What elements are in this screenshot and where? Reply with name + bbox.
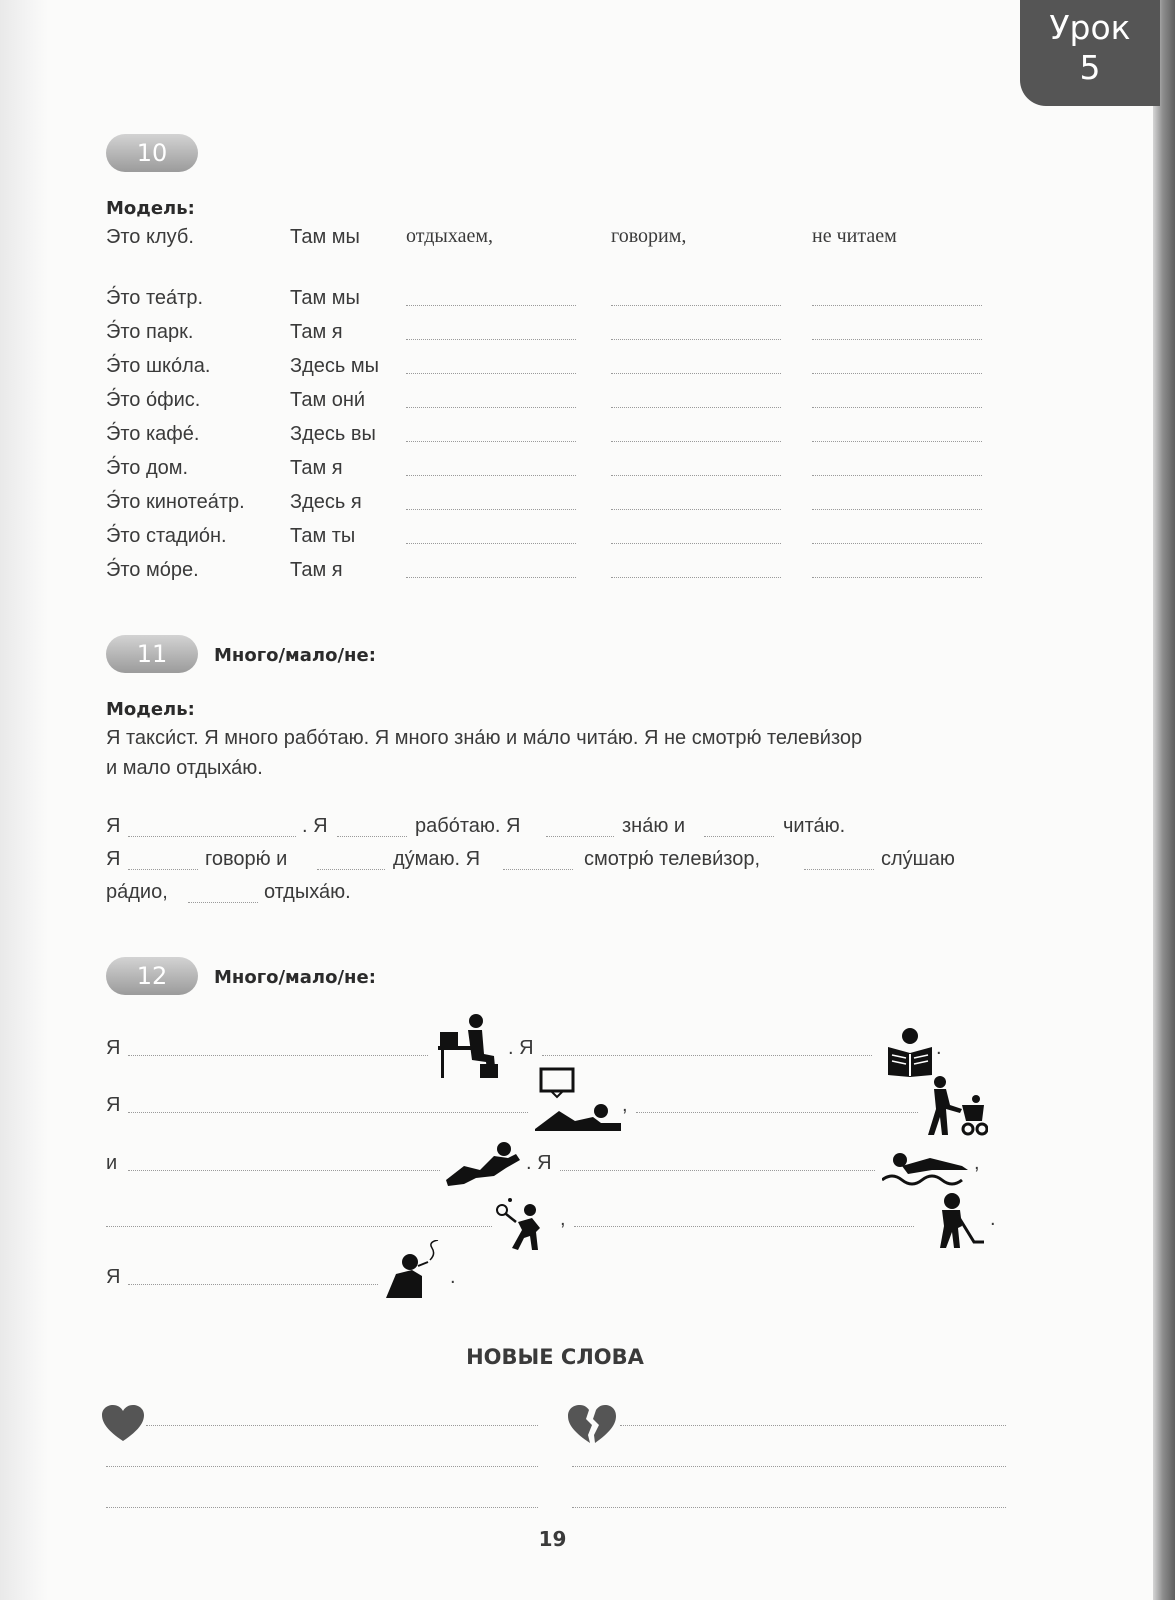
answer-line[interactable] xyxy=(542,1055,872,1056)
ex12-text: Я xyxy=(106,1094,121,1116)
lesson-tab-word: Урок xyxy=(1049,8,1131,47)
ex11-text: слу́шаю xyxy=(881,848,955,870)
answer-line[interactable] xyxy=(572,1507,1006,1508)
ex12-text: Я xyxy=(106,1037,121,1059)
ex10-row-subject: Здесь вы xyxy=(290,423,376,445)
ex10-row-subject: Там мы xyxy=(290,287,360,309)
ex10-model-answer-2: говорим, xyxy=(611,225,687,247)
ex10-row-place: Э́то дом. xyxy=(106,457,189,479)
ex10-row-place: Э́то стадио́н. xyxy=(106,525,227,547)
answer-line[interactable] xyxy=(611,305,781,306)
answer-line[interactable] xyxy=(560,1170,875,1171)
exercise-11-badge: 11 xyxy=(106,635,198,673)
answer-line[interactable] xyxy=(128,1284,378,1285)
ex12-text: Я xyxy=(106,1266,121,1288)
ex10-row-place: Э́то теа́тр. xyxy=(106,287,204,309)
answer-line[interactable] xyxy=(611,373,781,374)
answer-line[interactable] xyxy=(106,1507,538,1508)
answer-line[interactable] xyxy=(146,1425,538,1426)
answer-line[interactable] xyxy=(611,475,781,476)
answer-line[interactable] xyxy=(106,1226,492,1227)
relaxing-icon xyxy=(446,1140,522,1186)
answer-line[interactable] xyxy=(812,441,982,442)
smoking-icon xyxy=(382,1240,452,1300)
ex10-row-subject: Там я xyxy=(290,559,343,581)
answer-line[interactable] xyxy=(704,836,774,837)
ex12-text: , xyxy=(560,1208,566,1230)
answer-line[interactable] xyxy=(406,577,576,578)
answer-line[interactable] xyxy=(128,836,296,837)
answer-line[interactable] xyxy=(804,869,874,870)
hockey-icon xyxy=(930,1192,986,1250)
ex10-row-subject: Здесь мы xyxy=(290,355,379,377)
ex10-row-place: Э́то кафе́. xyxy=(106,423,200,445)
swimming-icon xyxy=(882,1152,970,1186)
answer-line[interactable] xyxy=(317,869,385,870)
answer-line[interactable] xyxy=(572,1466,1006,1467)
page-number: 19 xyxy=(538,1527,567,1551)
ex11-model-line-1: Я такси́ст. Я много рабо́таю. Я много зна́ю и ма́ло чита́ю. Я не смотрю́ телеви́зор xyxy=(106,727,863,749)
stroller-walk-icon xyxy=(922,1075,988,1137)
answer-line[interactable] xyxy=(611,441,781,442)
ex10-row-subject: Там они́ xyxy=(290,389,366,411)
tv-watching-icon xyxy=(535,1067,621,1133)
answer-line[interactable] xyxy=(128,1112,528,1113)
ex11-text: чита́ю. xyxy=(783,815,846,837)
answer-line[interactable] xyxy=(620,1425,1006,1426)
ex10-model-label: Модель: xyxy=(106,198,195,219)
page-gutter-right xyxy=(1153,0,1175,1600)
ex10-row-place: Э́то о́фис. xyxy=(106,389,201,411)
ex10-row-subject: Там я xyxy=(290,457,343,479)
answer-line[interactable] xyxy=(406,441,576,442)
broken-heart-icon xyxy=(568,1405,616,1445)
ex12-text: . xyxy=(990,1208,996,1230)
answer-line[interactable] xyxy=(128,869,198,870)
answer-line[interactable] xyxy=(337,836,407,837)
ex12-text: . xyxy=(450,1266,456,1288)
ex12-text: . xyxy=(936,1037,942,1059)
answer-line[interactable] xyxy=(611,543,781,544)
ex11-text: смотрю́ телеви́зор, xyxy=(584,848,761,870)
ex12-text: . Я xyxy=(508,1037,534,1059)
reading-icon xyxy=(886,1027,934,1077)
answer-line[interactable] xyxy=(406,509,576,510)
answer-line[interactable] xyxy=(188,902,258,903)
answer-line[interactable] xyxy=(812,577,982,578)
answer-line[interactable] xyxy=(611,509,781,510)
answer-line[interactable] xyxy=(406,339,576,340)
ex10-row-subject: Там я xyxy=(290,321,343,343)
ex11-text: рабо́таю. Я xyxy=(415,815,521,837)
answer-line[interactable] xyxy=(636,1112,918,1113)
answer-line[interactable] xyxy=(812,509,982,510)
ex10-model-place: Это клуб. xyxy=(106,226,194,248)
ex11-text: Я xyxy=(106,815,121,837)
ex12-heading: Много/мало/не: xyxy=(214,967,376,988)
ex11-text: Я xyxy=(106,848,121,870)
ex10-model-answer-1: отдыхаем, xyxy=(406,225,493,247)
answer-line[interactable] xyxy=(128,1170,440,1171)
ex10-row-place: Э́то кинотеа́тр. xyxy=(106,491,245,513)
ex10-row-place: Э́то шко́ла. xyxy=(106,355,211,377)
answer-line[interactable] xyxy=(574,1226,914,1227)
lesson-tab-number: 5 xyxy=(1079,48,1101,87)
ex11-heading: Много/мало/не: xyxy=(214,645,376,666)
computer-work-icon xyxy=(438,1012,504,1080)
tennis-icon xyxy=(496,1198,556,1250)
answer-line[interactable] xyxy=(128,1055,428,1056)
answer-line[interactable] xyxy=(812,339,982,340)
answer-line[interactable] xyxy=(812,543,982,544)
ex11-text: ра́дио, xyxy=(106,881,168,903)
ex10-model-subject: Там мы xyxy=(290,226,360,248)
answer-line[interactable] xyxy=(812,407,982,408)
new-words-title: НОВЫЕ СЛОВА xyxy=(466,1345,644,1369)
answer-line[interactable] xyxy=(406,373,576,374)
ex10-model-answer-3: не читаем xyxy=(812,225,897,247)
answer-line[interactable] xyxy=(812,475,982,476)
ex11-text: отдыха́ю. xyxy=(264,881,351,903)
exercise-12-badge: 12 xyxy=(106,957,198,995)
answer-line[interactable] xyxy=(611,407,781,408)
answer-line[interactable] xyxy=(812,305,982,306)
ex11-text: ду́маю. Я xyxy=(393,848,481,870)
answer-line[interactable] xyxy=(812,373,982,374)
ex11-model-label: Модель: xyxy=(106,699,195,720)
answer-line[interactable] xyxy=(406,305,576,306)
answer-line[interactable] xyxy=(406,407,576,408)
ex11-text: говорю́ и xyxy=(205,848,288,870)
answer-line[interactable] xyxy=(611,339,781,340)
exercise-10-badge: 10 xyxy=(106,134,198,172)
ex12-text: и xyxy=(106,1152,118,1174)
answer-line[interactable] xyxy=(546,836,614,837)
ex11-model-line-2: и мало отдыха́ю. xyxy=(106,757,263,779)
lesson-tab xyxy=(1020,0,1160,106)
heart-icon xyxy=(102,1405,144,1443)
ex11-text: . Я xyxy=(302,815,328,837)
ex10-row-place: Э́то парк. xyxy=(106,321,194,343)
answer-line[interactable] xyxy=(503,869,573,870)
answer-line[interactable] xyxy=(406,475,576,476)
ex10-row-place: Э́то мо́ре. xyxy=(106,559,199,581)
ex12-text: , xyxy=(974,1152,980,1174)
ex11-text: зна́ю и xyxy=(622,815,686,837)
ex12-text: , xyxy=(622,1094,628,1116)
answer-line[interactable] xyxy=(611,577,781,578)
ex12-text: . Я xyxy=(526,1152,552,1174)
answer-line[interactable] xyxy=(106,1466,538,1467)
ex10-row-subject: Там ты xyxy=(290,525,356,547)
answer-line[interactable] xyxy=(406,543,576,544)
ex10-row-subject: Здесь я xyxy=(290,491,362,513)
